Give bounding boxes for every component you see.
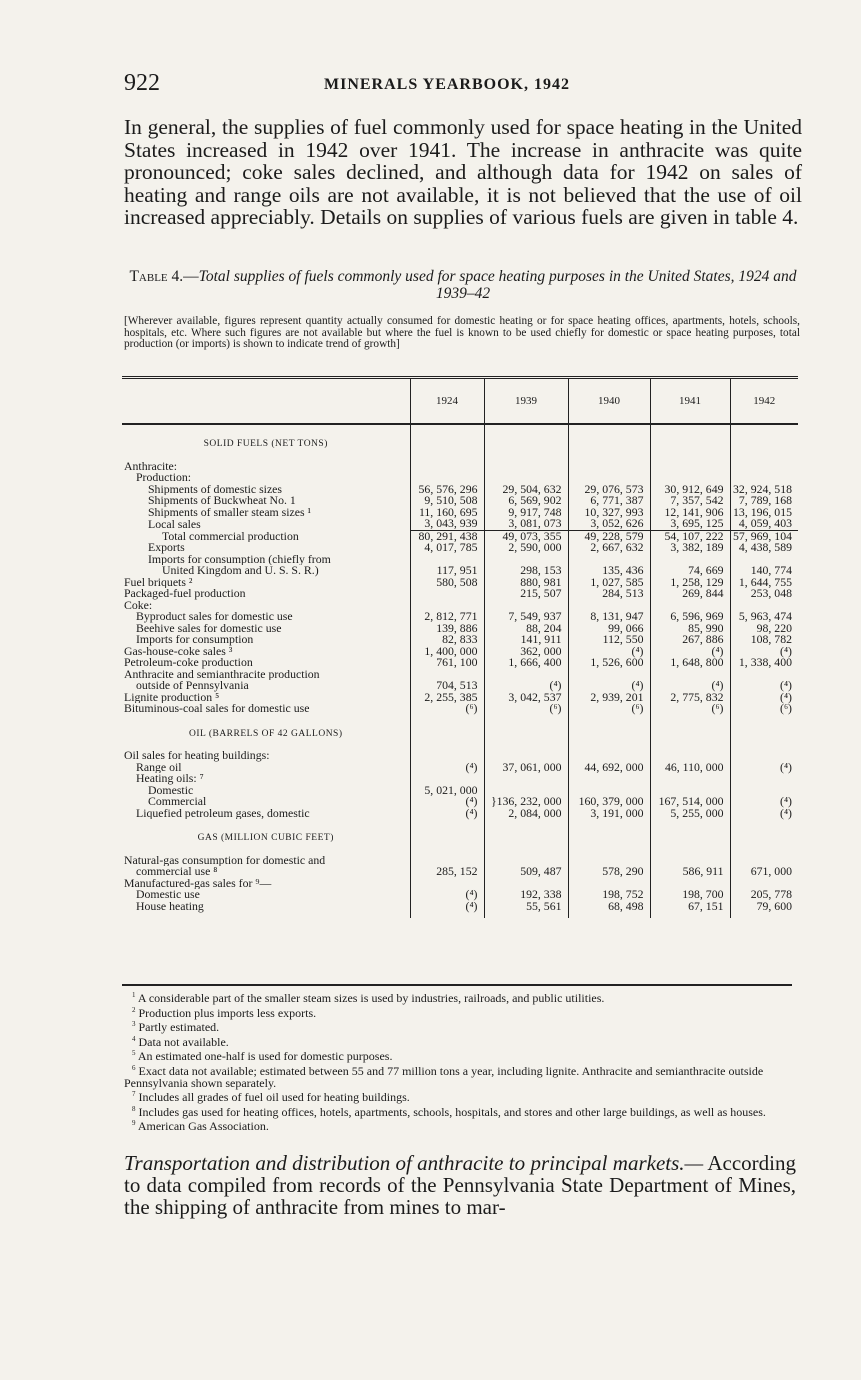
empty-cell [730,424,798,461]
row-label: Beehive sales for domestic use [136,622,282,634]
data-cell: (⁴) [730,646,798,658]
data-cell: (⁴) [410,808,484,820]
row-label: Local sales [148,518,201,530]
row-label: Anthracite and semianthracite production [124,668,320,680]
footnote-mark: 5 [132,1049,136,1058]
data-table-container [122,376,798,918]
data-cell: 6, 771, 387 [568,495,650,507]
data-cell: 5, 255, 000 [650,808,730,820]
data-cell: 6, 596, 969 [650,611,730,623]
data-cell: 7, 549, 937 [484,611,568,623]
data-cell: 99, 066 [568,623,650,635]
footnote-mark: 8 [132,1104,136,1113]
data-cell: 269, 844 [650,588,730,600]
footnote [124,1005,796,1020]
row-label: Total commercial production [162,530,299,542]
data-cell: (⁴) [730,680,798,692]
data-cell: 85, 990 [650,623,730,635]
data-cell: 4, 059, 403 [730,518,798,530]
row-label: Coke: [124,599,153,611]
footnote-text: Partly estimated. [138,1020,220,1035]
row-label: Production: [136,472,192,484]
data-cell: 98, 220 [730,623,798,635]
column-header: 1942 [730,378,798,425]
data-cell: (⁴) [730,762,798,774]
data-cell: 2, 939, 201 [568,692,650,704]
row-label: outside of Pennsylvania [136,680,249,692]
row-label: Lignite production ⁵ [124,691,220,703]
data-cell: 586, 911 [650,866,730,878]
row-label: Bituminous-coal sales for domestic use [124,703,310,715]
table-caption: Table 4.—Total supplies of fuels commonly used for space heating purposes in the United States, 1924 and 1939–42 [129,268,797,302]
data-cell: 46, 110, 000 [650,762,730,774]
data-cell: 5, 963, 474 [730,611,798,623]
data-cell: 285, 152 [410,866,484,878]
table-row [122,901,798,919]
table-row [122,461,798,473]
data-cell [568,773,650,785]
data-cell: 67, 151 [650,901,730,919]
data-cell: 3, 081, 073 [484,518,568,530]
footnote-text: An estimated one-half is used for domestic purposes. [137,1049,393,1064]
footnote-rule [122,984,792,986]
footnotes [124,990,796,1133]
table-row [122,762,798,774]
data-cell [730,773,798,785]
data-cell: 880, 981 [484,577,568,589]
footnote-mark: 1 [132,991,136,999]
table-label: Table 4. [129,268,184,285]
table-header-row [122,378,798,425]
data-cell: 761, 100 [410,657,484,669]
data-cell: (⁶) [650,703,730,715]
footnote-mark: 4 [132,1034,136,1043]
row-label: House heating [136,900,204,913]
section-heading: Transportation and distribution of anthracite to principal markets.— [124,1151,704,1175]
footnote-mark: 3 [132,1020,136,1029]
table-row [122,588,798,600]
data-cell: 267, 886 [650,634,730,646]
empty-cell [650,715,730,751]
data-cell [410,588,484,600]
data-cell: 2, 255, 385 [410,692,484,704]
data-cell: (⁴) [650,680,730,692]
empty-cell [650,819,730,855]
data-cell: }136, 232, 000 [484,796,568,808]
data-cell: 74, 669 [650,565,730,577]
table-row [122,808,798,820]
data-cell: 1, 648, 800 [650,657,730,669]
data-cell [484,461,568,473]
data-cell: 284, 513 [568,588,650,600]
data-cell: 704, 513 [410,680,484,692]
table-row [122,703,798,715]
data-cell: (⁶) [568,703,650,715]
section-header-row [122,715,798,751]
data-cell: 198, 752 [568,889,650,901]
data-cell: 2, 084, 000 [484,808,568,820]
footnote-text: Data not available. [138,1034,229,1049]
data-cell [650,461,730,473]
data-cell: 44, 692, 000 [568,762,650,774]
data-cell [568,461,650,473]
column-header: 1924 [410,378,484,425]
data-cell: 205, 778 [730,889,798,901]
row-label: Exports [148,542,185,554]
row-label: Fuel briquets ² [124,576,193,588]
data-cell: 253, 048 [730,588,798,600]
data-cell: 13, 196, 015 [730,507,798,519]
data-cell [410,461,484,473]
data-cell: 198, 700 [650,889,730,901]
data-cell: (⁶) [730,703,798,715]
data-cell: 298, 153 [484,565,568,577]
row-label: Shipments of smaller steam sizes ¹ [148,506,312,518]
footnote [124,1048,796,1063]
table-row [122,542,798,554]
data-cell: 1, 258, 129 [650,577,730,589]
data-cell: (⁶) [484,703,568,715]
data-cell: (⁴) [730,808,798,820]
footnote-mark: 6 [132,1063,136,1072]
data-cell: (⁴) [568,646,650,658]
section-title: SOLID FUELS (NET TONS) [203,439,328,449]
data-cell: 6, 569, 902 [484,495,568,507]
data-cell: 4, 017, 785 [410,542,484,554]
empty-cell [484,819,568,855]
data-cell: 49, 073, 355 [484,530,568,542]
row-label: Liquefied petroleum gases, domestic [136,807,310,819]
footnote [124,1034,796,1049]
data-cell: 2, 590, 000 [484,542,568,554]
data-cell: 88, 204 [484,623,568,635]
data-cell: 578, 290 [568,866,650,878]
footnote-mark: 2 [132,1005,136,1014]
table-title: Total supplies of fuels commonly used for space heating purposes in the United States, 1924 and 1939–42 [198,268,797,302]
data-cell: 29, 076, 573 [568,484,650,496]
data-cell: 112, 550 [568,634,650,646]
empty-cell [410,819,484,855]
data-cell: (⁴) [730,796,798,808]
data-cell: 1, 027, 585 [568,577,650,589]
data-cell: 2, 775, 832 [650,692,730,704]
row-label: United Kingdom and U. S. S. R.) [162,565,319,577]
footnote [124,990,796,1005]
data-cell: 1, 338, 400 [730,657,798,669]
row-label: Anthracite: [124,460,178,472]
data-cell: 79, 600 [730,901,798,919]
page-number: 922 [124,70,160,96]
section-header-row [122,819,798,855]
row-label: Range oil [136,761,182,773]
table-body [122,424,798,918]
data-cell: 37, 061, 000 [484,762,568,774]
data-cell: 117, 951 [410,565,484,577]
data-cell: 3, 382, 189 [650,542,730,554]
data-cell: 2, 667, 632 [568,542,650,554]
empty-cell [568,424,650,461]
row-label: Natural-gas consumption for domestic and [124,854,326,866]
row-label: Shipments of domestic sizes [148,483,283,495]
data-cell: 1, 526, 600 [568,657,650,669]
data-cell: 57, 969, 104 [730,530,798,542]
data-cell: 140, 774 [730,565,798,577]
header-label-column [122,378,410,425]
fuel-supply-table [122,376,798,918]
footnote-text: Includes gas used for heating offices, hotels, apartments, schools, hospitals, and stores and other large buildings, as well as houses. [138,1104,766,1119]
footnote-text: A considerable part of the smaller steam sizes is used by industries, railroads, and public utilities. [137,991,605,1005]
row-label: Shipments of Buckwheat No. 1 [148,495,296,507]
data-cell: 1, 400, 000 [410,646,484,658]
data-cell: (⁴) [410,901,484,919]
closing-text: According to data compiled from records of the Pennsylvania State Department of Mines, the shipping of anthracite from mines to mar- [124,1151,797,1219]
empty-cell [730,715,798,751]
data-cell: 139, 886 [410,623,484,635]
data-cell: 5, 021, 000 [410,785,484,797]
data-cell: 29, 504, 632 [484,484,568,496]
row-label: Manufactured-gas sales for ⁹— [124,877,272,889]
data-cell: 1, 666, 400 [484,657,568,669]
data-cell: 3, 052, 626 [568,518,650,530]
data-cell: 215, 507 [484,588,568,600]
row-label: Commercial [148,796,207,808]
data-cell: (⁴) [730,692,798,704]
data-cell: 167, 514, 000 [650,796,730,808]
row-label: Packaged-fuel production [124,588,246,600]
footnote-mark: 7 [132,1090,136,1099]
row-label: Heating oils: ⁷ [136,773,204,785]
data-cell: 4, 438, 589 [730,542,798,554]
footnote-mark: 9 [132,1119,136,1128]
data-cell: 160, 379, 000 [568,796,650,808]
column-header: 1939 [484,378,568,425]
data-cell: 580, 508 [410,577,484,589]
data-cell: 49, 228, 579 [568,530,650,542]
footnote-text: Exact data not available; estimated between 55 and 77 million tons a year, including lignite. Anthracite and semianthracite outside Pennsylvania shown separately. [124,1063,764,1090]
data-cell [650,773,730,785]
table-row [122,866,798,878]
data-cell: 3, 042, 537 [484,692,568,704]
row-label: Domestic use [136,889,200,901]
data-cell: 135, 436 [568,565,650,577]
data-cell: (⁴) [568,680,650,692]
data-cell: 30, 912, 649 [650,484,730,496]
row-label: Gas-house-coke sales ³ [124,645,233,657]
data-cell: 80, 291, 438 [410,530,484,542]
data-cell: (⁴) [410,796,484,808]
section-header-row [122,424,798,461]
data-cell: 671, 000 [730,866,798,878]
empty-cell [650,424,730,461]
data-cell: 2, 812, 771 [410,611,484,623]
data-cell: 55, 561 [484,901,568,919]
data-cell: 1, 644, 755 [730,577,798,589]
data-cell: (⁴) [410,889,484,901]
empty-cell [568,715,650,751]
data-cell: 7, 357, 542 [650,495,730,507]
data-cell: 56, 576, 296 [410,484,484,496]
data-cell: 362, 000 [484,646,568,658]
data-cell: 11, 160, 695 [410,507,484,519]
table-row [122,657,798,669]
data-cell: 82, 833 [410,634,484,646]
footnote [124,1019,796,1034]
footnote [124,1063,796,1089]
running-title: MINERALS YEARBOOK, 1942 [324,76,570,93]
data-cell: (⁴) [410,762,484,774]
empty-cell [410,424,484,461]
data-cell [484,773,568,785]
section-title: OIL (BARRELS OF 42 GALLONS) [188,728,343,739]
column-header: 1940 [568,378,650,425]
data-cell: 3, 191, 000 [568,808,650,820]
data-cell [730,461,798,473]
row-label: Imports for consumption [136,634,254,646]
column-header: 1941 [650,378,730,425]
empty-cell [484,715,568,751]
data-cell: 8, 131, 947 [568,611,650,623]
data-cell: 9, 917, 748 [484,507,568,519]
footnote-text: American Gas Association. [137,1119,269,1134]
row-label: Byproduct sales for domestic use [136,611,293,623]
footnote [124,1104,796,1119]
row-label: Domestic [148,784,194,796]
data-cell: 509, 487 [484,866,568,878]
intro-paragraph: In general, the supplies of fuel commonly used for space heating in the United States increased in 1942 over 1941. The increase in anthracite was quite pronounced; coke sales declined, and although data for 1942 on sales of heating and range oils are not available, it is not believed that the use of oil increased appreciably. Details on supplies of various fuels are given in table 4. [124,115,802,229]
empty-cell [730,819,798,855]
data-cell: 9, 510, 508 [410,495,484,507]
footnote-text: Production plus imports less exports. [138,1005,317,1020]
data-cell: 3, 695, 125 [650,518,730,530]
data-cell: 12, 141, 906 [650,507,730,519]
data-cell: 7, 789, 168 [730,495,798,507]
data-cell: (⁴) [484,680,568,692]
data-cell: 32, 924, 518 [730,484,798,496]
data-cell: 108, 782 [730,634,798,646]
data-cell: 3, 043, 939 [410,518,484,530]
row-label: Imports for consumption (chiefly from [148,553,331,565]
footnote-text: Includes all grades of fuel oil used for heating buildings. [138,1090,410,1105]
empty-cell [484,424,568,461]
data-cell: 54, 107, 222 [650,530,730,542]
data-cell: 10, 327, 993 [568,507,650,519]
data-cell: 68, 498 [568,901,650,919]
data-cell: (⁴) [650,646,730,658]
page-header [124,70,804,100]
row-label: commercial use ⁸ [136,866,218,878]
empty-cell [410,715,484,751]
closing-paragraph [124,1152,796,1218]
table-note: [Wherever available, figures represent quantity actually consumed for domestic heating or for space heating offices, apartments, hotels, schools, hospitals, etc. Where such figures are not available but where the fuel is known to be used chiefly for domestic or space heating purposes, total production (or imports) is shown to indicate trend of growth] [124,315,800,350]
section-title: GAS (MILLION CUBIC FEET) [197,833,334,843]
empty-cell [568,819,650,855]
data-cell: 141, 911 [484,634,568,646]
row-label: Oil sales for heating buildings: [124,750,270,762]
data-cell: 192, 338 [484,889,568,901]
footnote [124,1118,796,1133]
footnote [124,1089,796,1104]
row-label: Petroleum-coke production [124,657,253,669]
data-cell: (⁶) [410,703,484,715]
table-row [122,692,798,704]
